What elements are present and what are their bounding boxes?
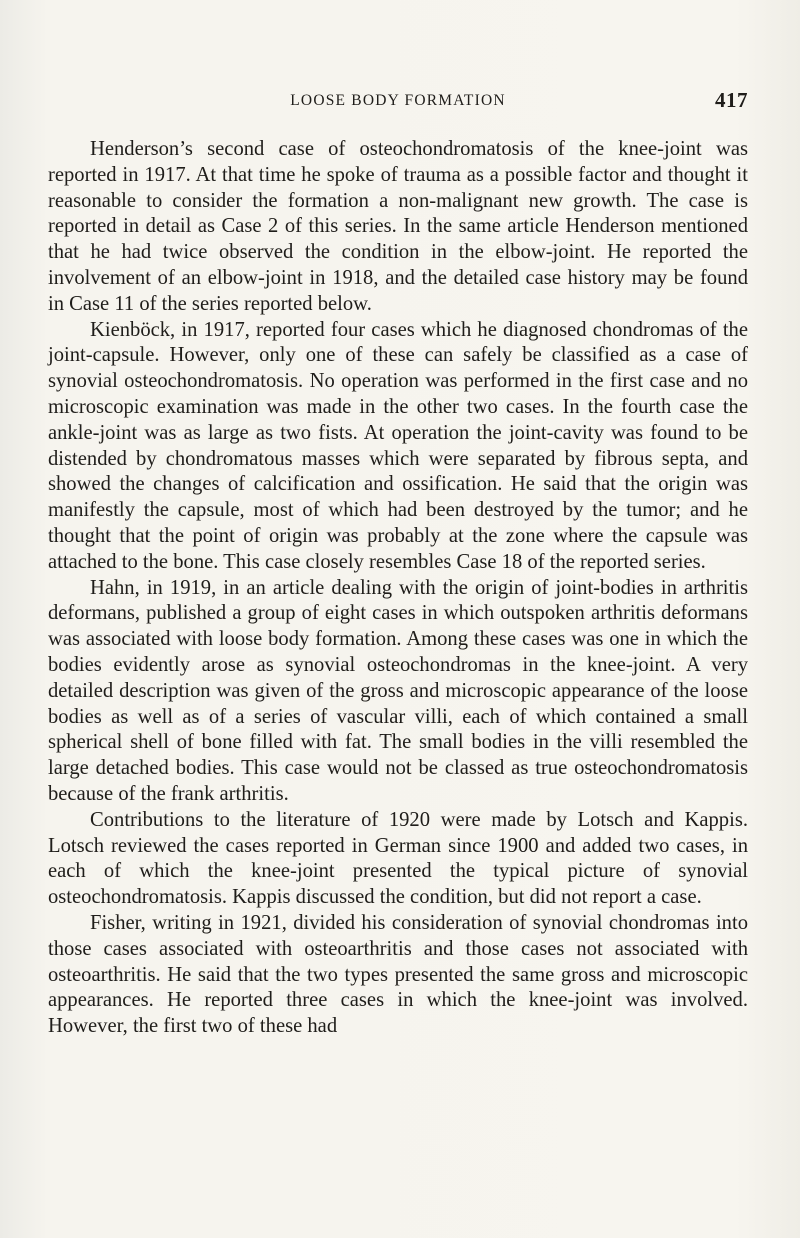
paragraph-fisher: Fisher, writing in 1921, divided his consideration of synovial chondromas into those cases associated with osteoarthritis and those cases not associated with osteoarthritis. He said that the two types presented the same gross and microscopic appearances. He reported three cases in which the knee-joint was involved. However, the first two of these had — [48, 911, 748, 1038]
paragraph-kienbock: Kienböck, in 1917, reported four cases which he diagnosed chondromas of the joint-capsule. However, only one of these can safely be classified as a case of synovial osteochondromatosis. No operation was performed in the first case and no microscopic examination was made in the other two cases. In the fourth case the ankle-joint was as large as two fists. At operation the joint-cavity was found to be distended by chondromatous masses which were separated by fibrous septa, and showed the changes of calcification and ossification. He said that the origin was manifestly the capsule, most of which had been destroyed by the tumor; and he thought that the point of origin was probably at the zone where the capsule was attached to the bone. This case closely resembles Case 18 of the reported series. — [48, 318, 748, 573]
paragraph-lotsch-kappis: Contributions to the literature of 1920 were made by Lotsch and Kappis. Lotsch reviewed the cases reported in German since 1900 and added two cases, in each of which the knee-joint presented the typical picture of synovial osteochondromatosis. Kappis discussed the condition, but did not report a case. — [48, 808, 748, 909]
paragraph-hahn: Hahn, in 1919, in an article dealing with the origin of joint-bodies in arthritis deformans, published a group of eight cases in which outspoken arthritis deformans was associated with loose body formation. Among these cases was one in which the bodies evidently arose as synovial osteochondromas in the knee-joint. A very detailed description was given of the gross and microscopic appearance of the loose bodies as well as of a series of vascular villi, each of which contained a small spherical shell of bone filled with fat. The small bodies in the villi resembled the large detached bodies. This case would not be classed as true osteochondromatosis because of the frank arthritis. — [48, 576, 748, 805]
running-header — [48, 88, 748, 114]
running-title: LOOSE BODY FORMATION — [290, 92, 506, 109]
page-number: 417 — [715, 88, 748, 112]
paragraph-henderson: Henderson’s second case of osteochondromatosis of the knee-joint was reported in 1917. At that time he spoke of trauma as a possible factor and thought it reasonable to consider the formation a non-malignant new growth. The case is reported in detail as Case 2 of this series. In the same article Henderson mentioned that he had twice observed the condition in the elbow-joint. He reported the involvement of an elbow-joint in 1918, and the detailed case history may be found in Case 11 of the series reported below. — [48, 138, 748, 315]
body-text — [48, 137, 748, 1040]
